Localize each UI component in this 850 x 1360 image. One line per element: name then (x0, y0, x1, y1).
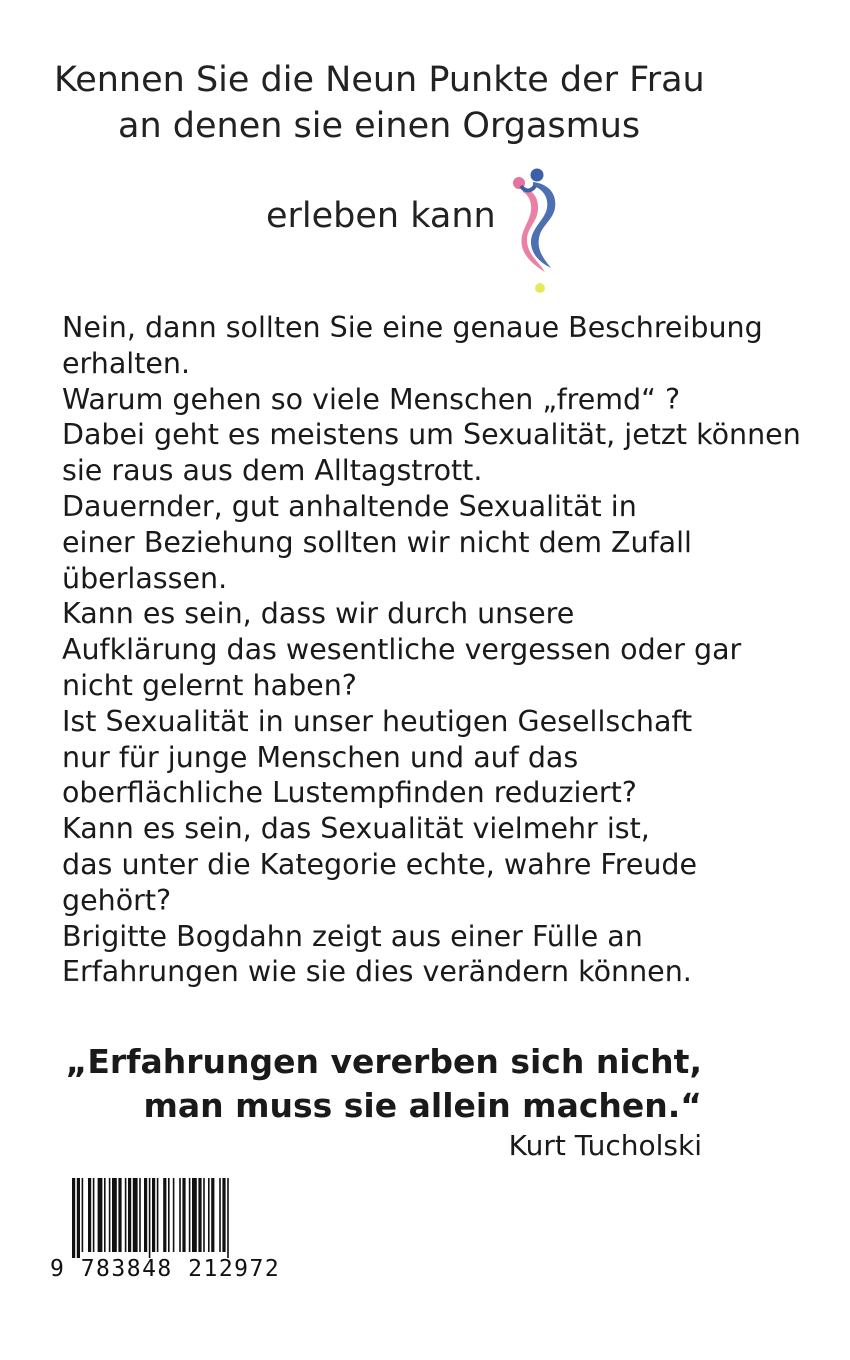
body-line: Dauernder, gut anhaltende Sexualität in (62, 489, 637, 523)
barcode-bar (192, 1178, 197, 1252)
body-line: Kann es sein, dass wir durch unsere (62, 597, 575, 631)
barcode-bar (104, 1178, 106, 1252)
body-line: Nein, dann sollten Sie eine genaue Beschreibung (62, 311, 763, 344)
body-line: Kann es sein, das Sexualität vielmehr ist, (62, 812, 650, 846)
body-line: das unter die Kategorie echte, wahre Freude (62, 847, 698, 881)
barcode-bar (208, 1178, 210, 1252)
body-line: Warum gehen so viele Menschen „fremd“ ? (62, 382, 681, 416)
barcode-bar (77, 1178, 80, 1258)
barcode-bar (93, 1178, 95, 1252)
body-line: überlassen. (62, 561, 228, 595)
barcode-bar (163, 1178, 166, 1252)
quote-line-2: man muss sie allein machen.“ (143, 1086, 702, 1125)
body-line: gehört? (62, 883, 172, 917)
barcode-bar (168, 1178, 170, 1252)
barcode-bar (182, 1178, 185, 1252)
barcode-bar (227, 1178, 229, 1258)
barcode-bar (133, 1178, 138, 1252)
barcode-bar (125, 1178, 127, 1252)
barcode-bar (128, 1178, 131, 1252)
body-line: nicht gelernt haben? (62, 668, 357, 702)
body-line: Aufklärung das wesentliche vergessen oder gar (62, 633, 742, 667)
barcode-bar (109, 1178, 111, 1252)
body-line: Erfahrungen wie sie dies verändern können. (62, 955, 692, 989)
quote-author: Kurt Tucholski (508, 1129, 702, 1162)
headline-line-3: erleben kann (266, 196, 496, 236)
barcode-bar (152, 1178, 155, 1252)
barcode-bar (118, 1178, 121, 1252)
quote-line-1: „Erfahrungen vererben sich nicht, (65, 1042, 702, 1081)
barcode-bar (139, 1178, 141, 1252)
barcode-bar (72, 1178, 75, 1258)
barcode-bar (198, 1178, 201, 1252)
barcode-bar (173, 1178, 175, 1252)
body-line: erhalten. (62, 346, 191, 380)
barcode-bar (222, 1178, 225, 1252)
barcode-bar (98, 1178, 103, 1252)
barcode-bar (149, 1178, 151, 1258)
barcode-bar (112, 1178, 117, 1252)
body-line: nur für junge Menschen und auf das (62, 740, 579, 774)
barcode-digits: 9 783848 212972 (50, 1256, 281, 1282)
body-line: Brigitte Bogdahn zeigt aus einer Fülle an (62, 919, 643, 953)
barcode-bar (189, 1178, 191, 1252)
barcode-bars (50, 1176, 290, 1258)
barcode-bar (88, 1178, 91, 1252)
barcode-bar (203, 1178, 205, 1252)
isbn-barcode (50, 1176, 290, 1282)
barcode-bar (219, 1178, 221, 1252)
barcode-bar (144, 1178, 147, 1252)
barcode-bar (157, 1178, 159, 1252)
body-line: oberflächliche Lustempfinden reduziert? (62, 776, 637, 810)
headline-line-2: an denen sie einen Orgasmus (118, 106, 641, 146)
headline-line-1: Kennen Sie die Neun Punkte der Frau (54, 60, 705, 100)
barcode-bar (179, 1178, 181, 1252)
quote (66, 1040, 702, 1128)
question-mark-couple-icon (505, 164, 565, 296)
body-line: einer Beziehung sollten wir nicht dem Zufall (62, 525, 692, 559)
body-text (62, 310, 842, 990)
body-line: Ist Sexualität in unser heutigen Gesellschaft (62, 704, 693, 738)
body-line: Dabei geht es meistens um Sexualität, jetzt können (62, 418, 801, 452)
body-line: sie raus aus dem Alltagstrott. (62, 454, 483, 488)
barcode-bar (211, 1178, 214, 1252)
barcode-bar (82, 1178, 84, 1252)
